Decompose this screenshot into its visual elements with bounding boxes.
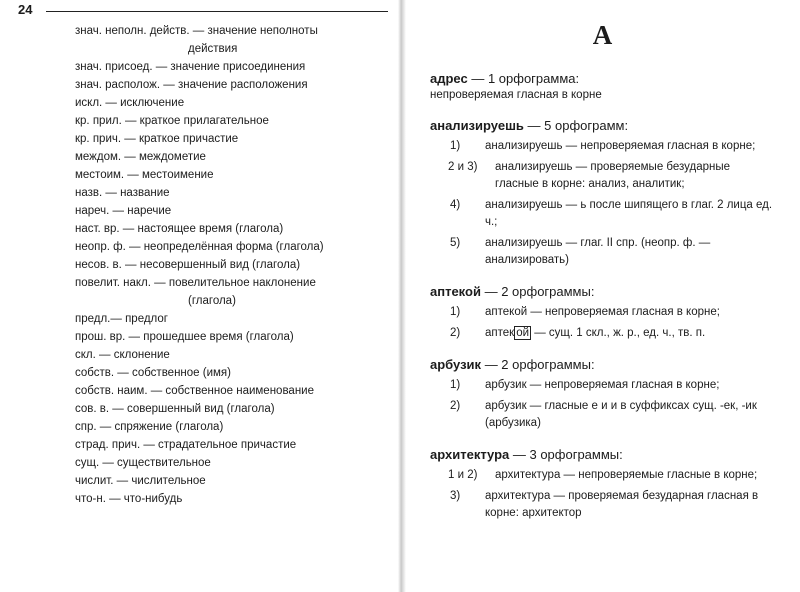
rule-marker: 1) [450, 140, 461, 152]
abbreviation-line: знач. присоед. — значение присоединения [75, 61, 306, 73]
spelling-rule [430, 377, 775, 394]
abbreviation-line: что-н. — что-нибудь [75, 493, 183, 505]
dictionary-entry [430, 117, 775, 269]
headword: арбузик [430, 357, 482, 372]
spelling-rule [430, 398, 775, 432]
rule-text-suffix: — сущ. 1 скл., ж. р., ед. ч., тв. п. [531, 327, 706, 339]
abbreviation-line: искл. — исключение [75, 97, 185, 109]
abbreviation-line: кр. прич. — краткое причастие [75, 133, 239, 145]
entry-heading [430, 70, 775, 87]
rule-marker: 2) [450, 327, 461, 339]
headword: аптекой [430, 284, 481, 299]
abbreviation-line: неопр. ф. — неопределённая форма (глагола) [75, 241, 324, 253]
rule-marker: 2) [450, 400, 461, 412]
spelling-rule [430, 488, 775, 522]
abbreviation-line: нареч. — наречие [75, 205, 172, 217]
abbreviation-line: спр. — спряжение (глагола) [75, 421, 224, 433]
entry-description: непроверяемая гласная в корне [430, 89, 602, 101]
rule-text: анализируешь — глаг. II спр. (неопр. ф. — анализировать) [485, 237, 711, 266]
entry-heading [430, 117, 775, 134]
headword: архитектура [430, 447, 510, 462]
abbreviation-line: кр. прил. — краткое прилагательное [75, 115, 269, 127]
rule-text: анализируешь — непроверяемая гласная в корне; [485, 140, 756, 152]
rule-marker: 2 и 3) [448, 161, 478, 173]
rule-text: арбузик — гласные е и и в суффиксах сущ. -ек, -ик (арбузика) [485, 400, 757, 429]
rule-marker: 4) [450, 199, 461, 211]
abbreviation-list [75, 22, 365, 508]
rule-text: анализируешь — ь после шипящего в глаг. 2 лица ед. ч.; [485, 199, 773, 228]
entry-heading [430, 446, 775, 463]
dictionary-entry [430, 70, 775, 103]
spelling-rule [430, 304, 775, 321]
ending-box: ой [516, 327, 530, 339]
abbreviation-line: несов. в. — несовершенный вид (глагола) [75, 259, 301, 271]
dictionary-column [430, 20, 775, 536]
spelling-count: — 1 орфограмма: [471, 71, 580, 86]
abbreviation-line: знач. располож. — значение расположения [75, 79, 308, 91]
rule-text-prefix: аптек [485, 327, 515, 339]
spelling-rule [430, 197, 775, 231]
abbreviation-line: повелит. накл. — повелительное наклонение [75, 277, 316, 289]
abbreviation-line: наст. вр. — настоящее время (глагола) [75, 223, 284, 235]
entry-heading [430, 356, 775, 373]
rule-marker: 3) [450, 490, 461, 502]
abbreviation-line: знач. неполн. действ. — значение неполноты [75, 25, 318, 37]
abbreviation-line: сов. в. — совершенный вид (глагола) [75, 403, 275, 415]
abbreviation-line: местоим. — местоимение [75, 169, 214, 181]
spelling-rule [430, 159, 775, 193]
abbreviation-continuation: действия [188, 43, 238, 55]
dictionary-entry [430, 356, 775, 432]
abbreviation-line: назв. — название [75, 187, 170, 199]
abbreviation-line: числит. — числительное [75, 475, 206, 487]
abbreviation-line: скл. — склонение [75, 349, 170, 361]
headword: анализируешь [430, 118, 524, 133]
spelling-count: — 2 орфограммы: [484, 357, 595, 372]
spelling-rule [430, 138, 775, 155]
spelling-rule [430, 235, 775, 269]
page-number: 24 [18, 2, 33, 17]
rule-text: архитектура — непроверяемые гласные в корне; [495, 469, 758, 481]
spelling-count: — 5 орфограмм: [527, 118, 629, 133]
abbreviation-continuation: (глагола) [188, 295, 236, 307]
header-rule [46, 11, 388, 12]
rule-text: архитектура — проверяемая безударная гласная в корне: архитектор [485, 490, 759, 519]
rule-text: анализируешь — проверяемые безударные гласные в корне: анализ, аналитик; [495, 161, 731, 190]
headword: адрес [430, 71, 468, 86]
rule-marker: 5) [450, 237, 461, 249]
rule-marker: 1 и 2) [448, 469, 478, 481]
abbreviation-line: междом. — междометие [75, 151, 206, 163]
abbreviation-line: страд. прич. — страдательное причастие [75, 439, 297, 451]
abbreviation-line: сущ. — существительное [75, 457, 211, 469]
spelling-count: — 3 орфограммы: [512, 447, 623, 462]
rule-text: аптекой — непроверяемая гласная в корне; [485, 306, 720, 318]
dictionary-entry [430, 446, 775, 522]
rule-text: арбузик — непроверяемая гласная в корне; [485, 379, 720, 391]
entry-heading [430, 283, 775, 300]
spelling-rule [430, 325, 775, 342]
abbreviation-line: собств. наим. — собственное наименование [75, 385, 314, 397]
abbreviation-line: собств. — собственное (имя) [75, 367, 231, 379]
rule-marker: 1) [450, 379, 461, 391]
dictionary-entry [430, 283, 775, 342]
rule-marker: 1) [450, 306, 461, 318]
book-gutter [398, 0, 406, 592]
abbreviation-line: предл.— предлог [75, 313, 168, 325]
abbreviation-line: прош. вр. — прошедшее время (глагола) [75, 331, 294, 343]
section-letter: А [592, 20, 613, 50]
spelling-rule [430, 467, 775, 484]
spelling-count: — 2 орфограммы: [484, 284, 595, 299]
